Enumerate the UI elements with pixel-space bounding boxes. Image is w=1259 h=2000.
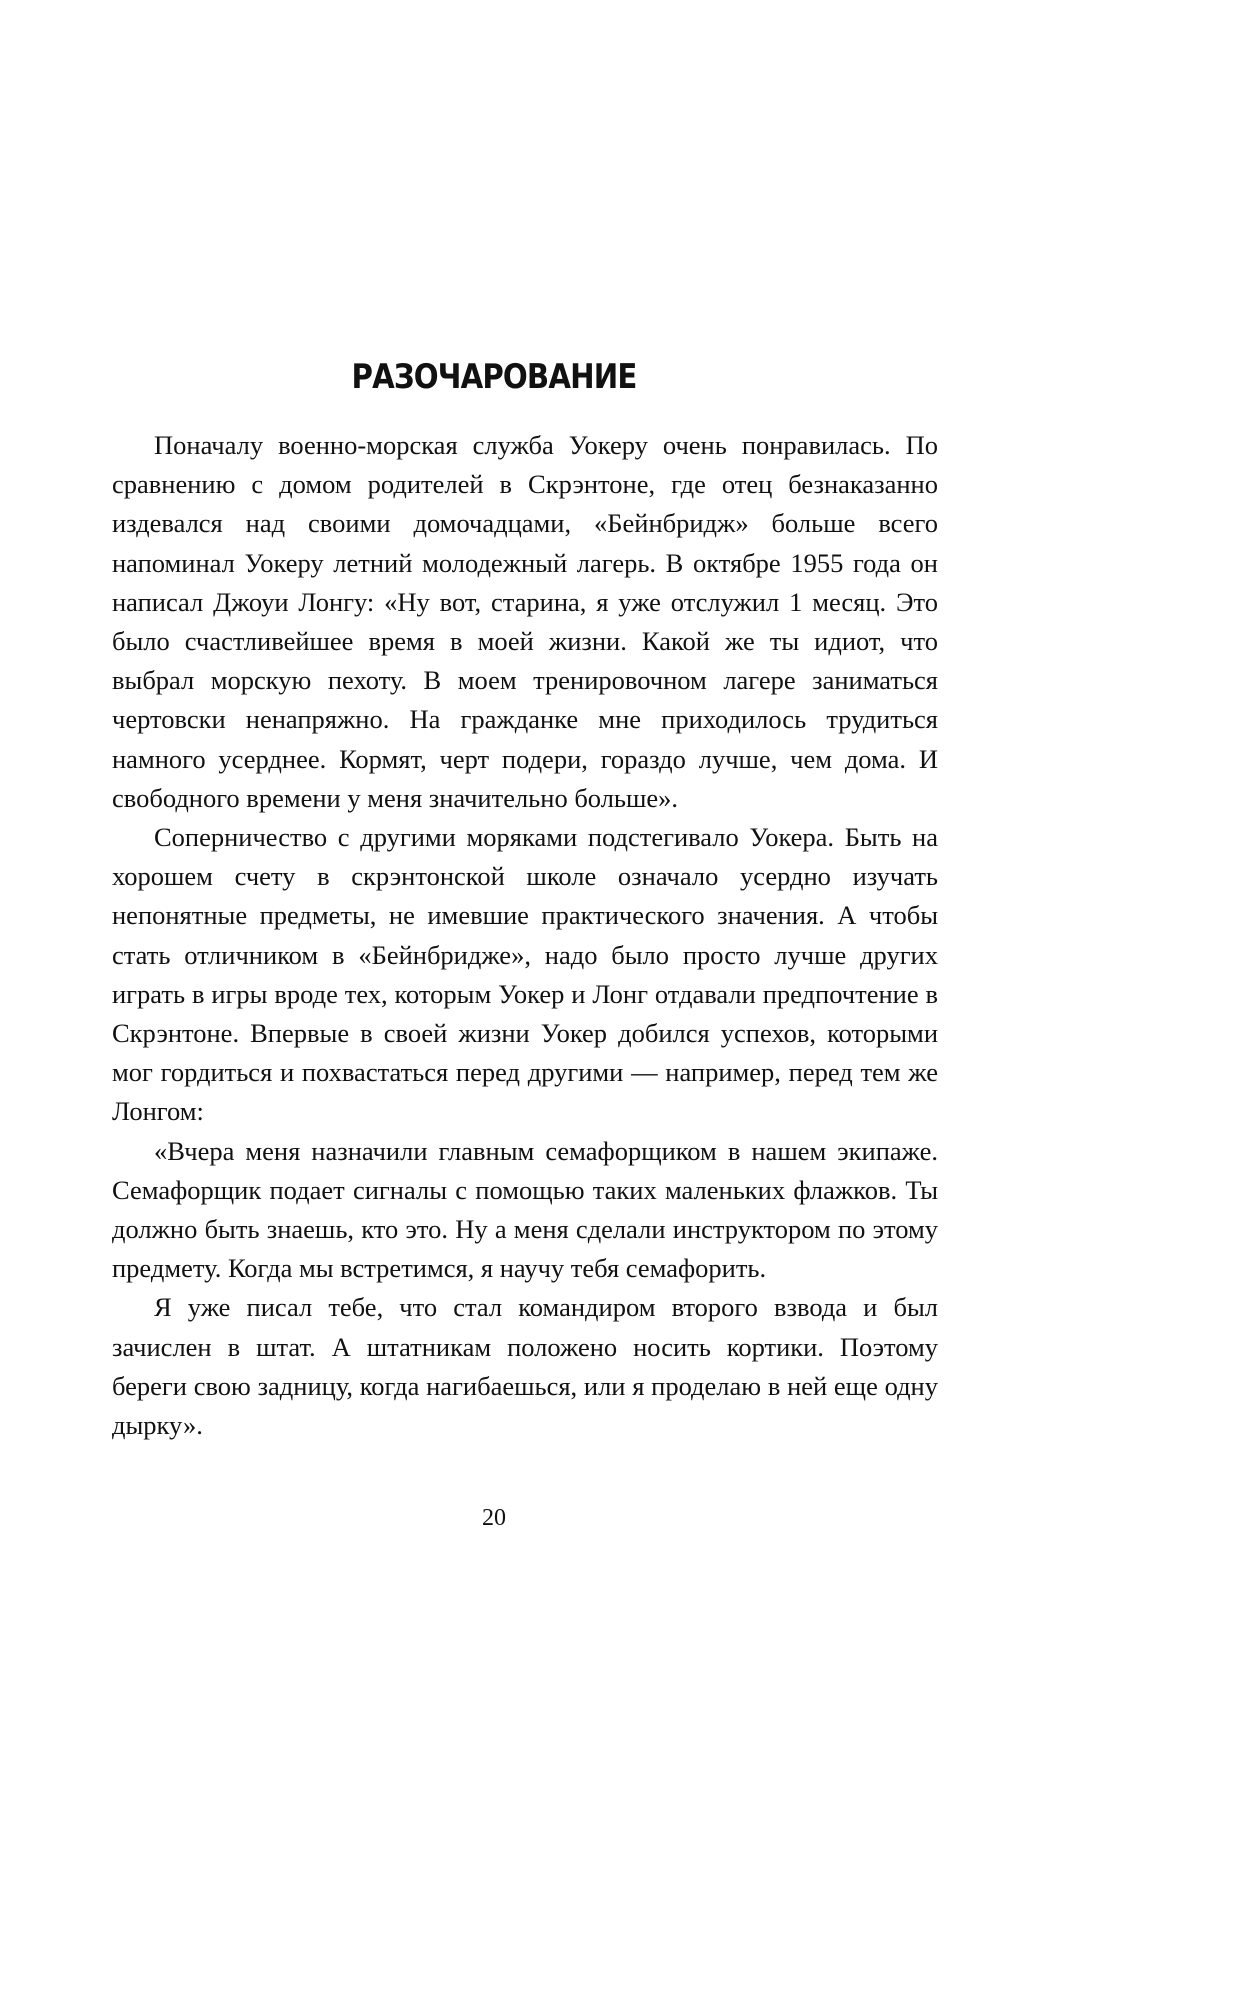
paragraph: «Вчера меня назначили главным семафорщиком в нашем экипаже. Семафорщик подает сигналы с помощью таких маленьких флажков. Ты должно быть знаешь, кто это. Ну а меня сделали инструктором по этому предмету. Когда мы встретимся, я научу тебя семафорить. (112, 1135, 938, 1284)
chapter-title: РАЗОЧАРОВАНИЕ (351, 357, 637, 397)
body-text (112, 426, 938, 1445)
paragraph: Соперничество с другими моряками подстегивало Уокера. Быть на хорошем счету в скрэнтонской школе означало усердно изучать непонятные предметы, не имевшие практического значения. А чтобы стать отличником в «Бейнбридже», надо было просто лучше других играть в игры вроде тех, которым Уокер и Лонг отдавали предпочтение в Скрэнтоне. Впервые в своей жизни Уокер добился успехов, которыми мог гордиться и похвастаться перед другими — например, перед тем же Лонгом: (112, 822, 938, 1127)
paragraph: Поначалу военно-морская служба Уокеру очень понравилась. По сравнению с домом родителей в Скрэнтоне, где отец безнаказанно издевался над своими домочадцами, «Бейнбридж» больше всего напоминал Уокеру летний молодежный лагерь. В октябре 1955 года он написал Джоуи Лонгу: «Ну вот, старина, я уже отслужил 1 месяц. Это было счастливейшее время в моей жизни. Какой же ты идиот, что выбрал морскую пехоту. В моем тренировочном лагере заниматься чертовски ненапряжно. На гражданке мне приходилось трудиться намного усерднее. Кормят, черт подери, гораздо лучше, чем дома. И свободного времени у меня значительно больше». (112, 430, 938, 813)
paragraph: Я уже писал тебе, что стал командиром второго взвода и был зачислен в штат. А штатникам положено носить кортики. Поэтому береги свою задницу, когда нагибаешься, или я проделаю в ней еще одну дырку». (112, 1292, 938, 1441)
page-number: 20 (482, 1505, 506, 1531)
